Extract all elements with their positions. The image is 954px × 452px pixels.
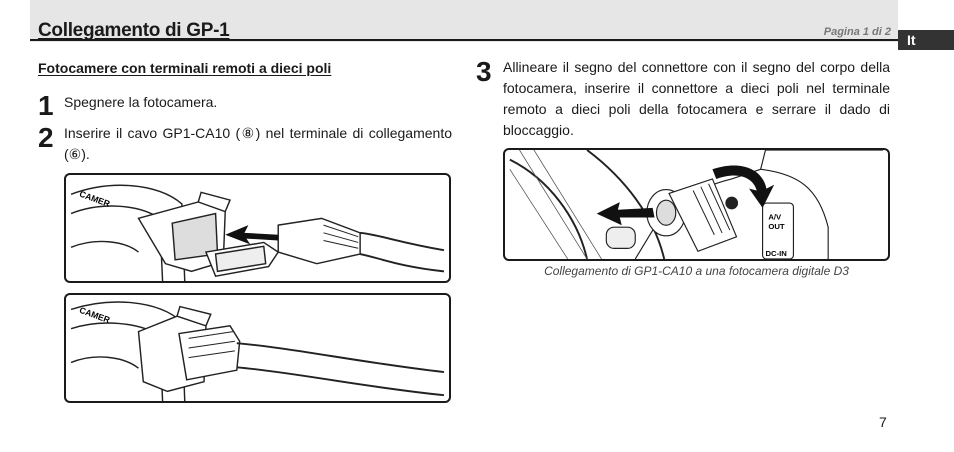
camera-label-bottom: CAMER — [78, 304, 112, 326]
av-label: A/V — [768, 212, 782, 222]
section-heading: Fotocamere con terminali remoti a dieci poli — [38, 60, 332, 76]
step-2-number: 2 — [38, 122, 54, 153]
dc-in-label: DC-IN — [765, 249, 787, 259]
step-3-number: 3 — [476, 56, 492, 87]
illustration-d3-terminal — [503, 148, 890, 261]
step-1-number: 1 — [38, 90, 54, 121]
figure-caption: Collegamento di GP1-CA10 a una fotocamera digitale D3 — [544, 264, 849, 278]
page-title: Collegamento di GP-1 — [38, 20, 230, 41]
step-3-text: Allineare il segno del connettore con il segno del corpo della fotocamera, inserire il connettore a dieci poli nel terminale remoto a dieci poli della fotocamera e serrare il dado di bloccaggio. — [503, 59, 890, 138]
illustration-connected-cable — [64, 293, 451, 403]
illustration-connect-cable — [64, 173, 451, 283]
connected-cable-drawing — [66, 295, 449, 401]
out-label: OUT — [768, 222, 785, 232]
d3-terminal-drawing — [505, 150, 888, 259]
connect-cable-drawing — [66, 175, 449, 281]
page-indicator: Pagina 1 di 2 — [823, 26, 891, 38]
step-2-text: Inserire il cavo GP1-CA10 (⑧) nel terminale di collegamento (⑥). — [64, 125, 452, 162]
page-number: 7 — [879, 414, 887, 430]
language-tab: It — [898, 30, 954, 50]
camera-label-top: CAMER — [78, 188, 112, 209]
step-1-text: Spegnere la fotocamera. — [64, 94, 218, 110]
